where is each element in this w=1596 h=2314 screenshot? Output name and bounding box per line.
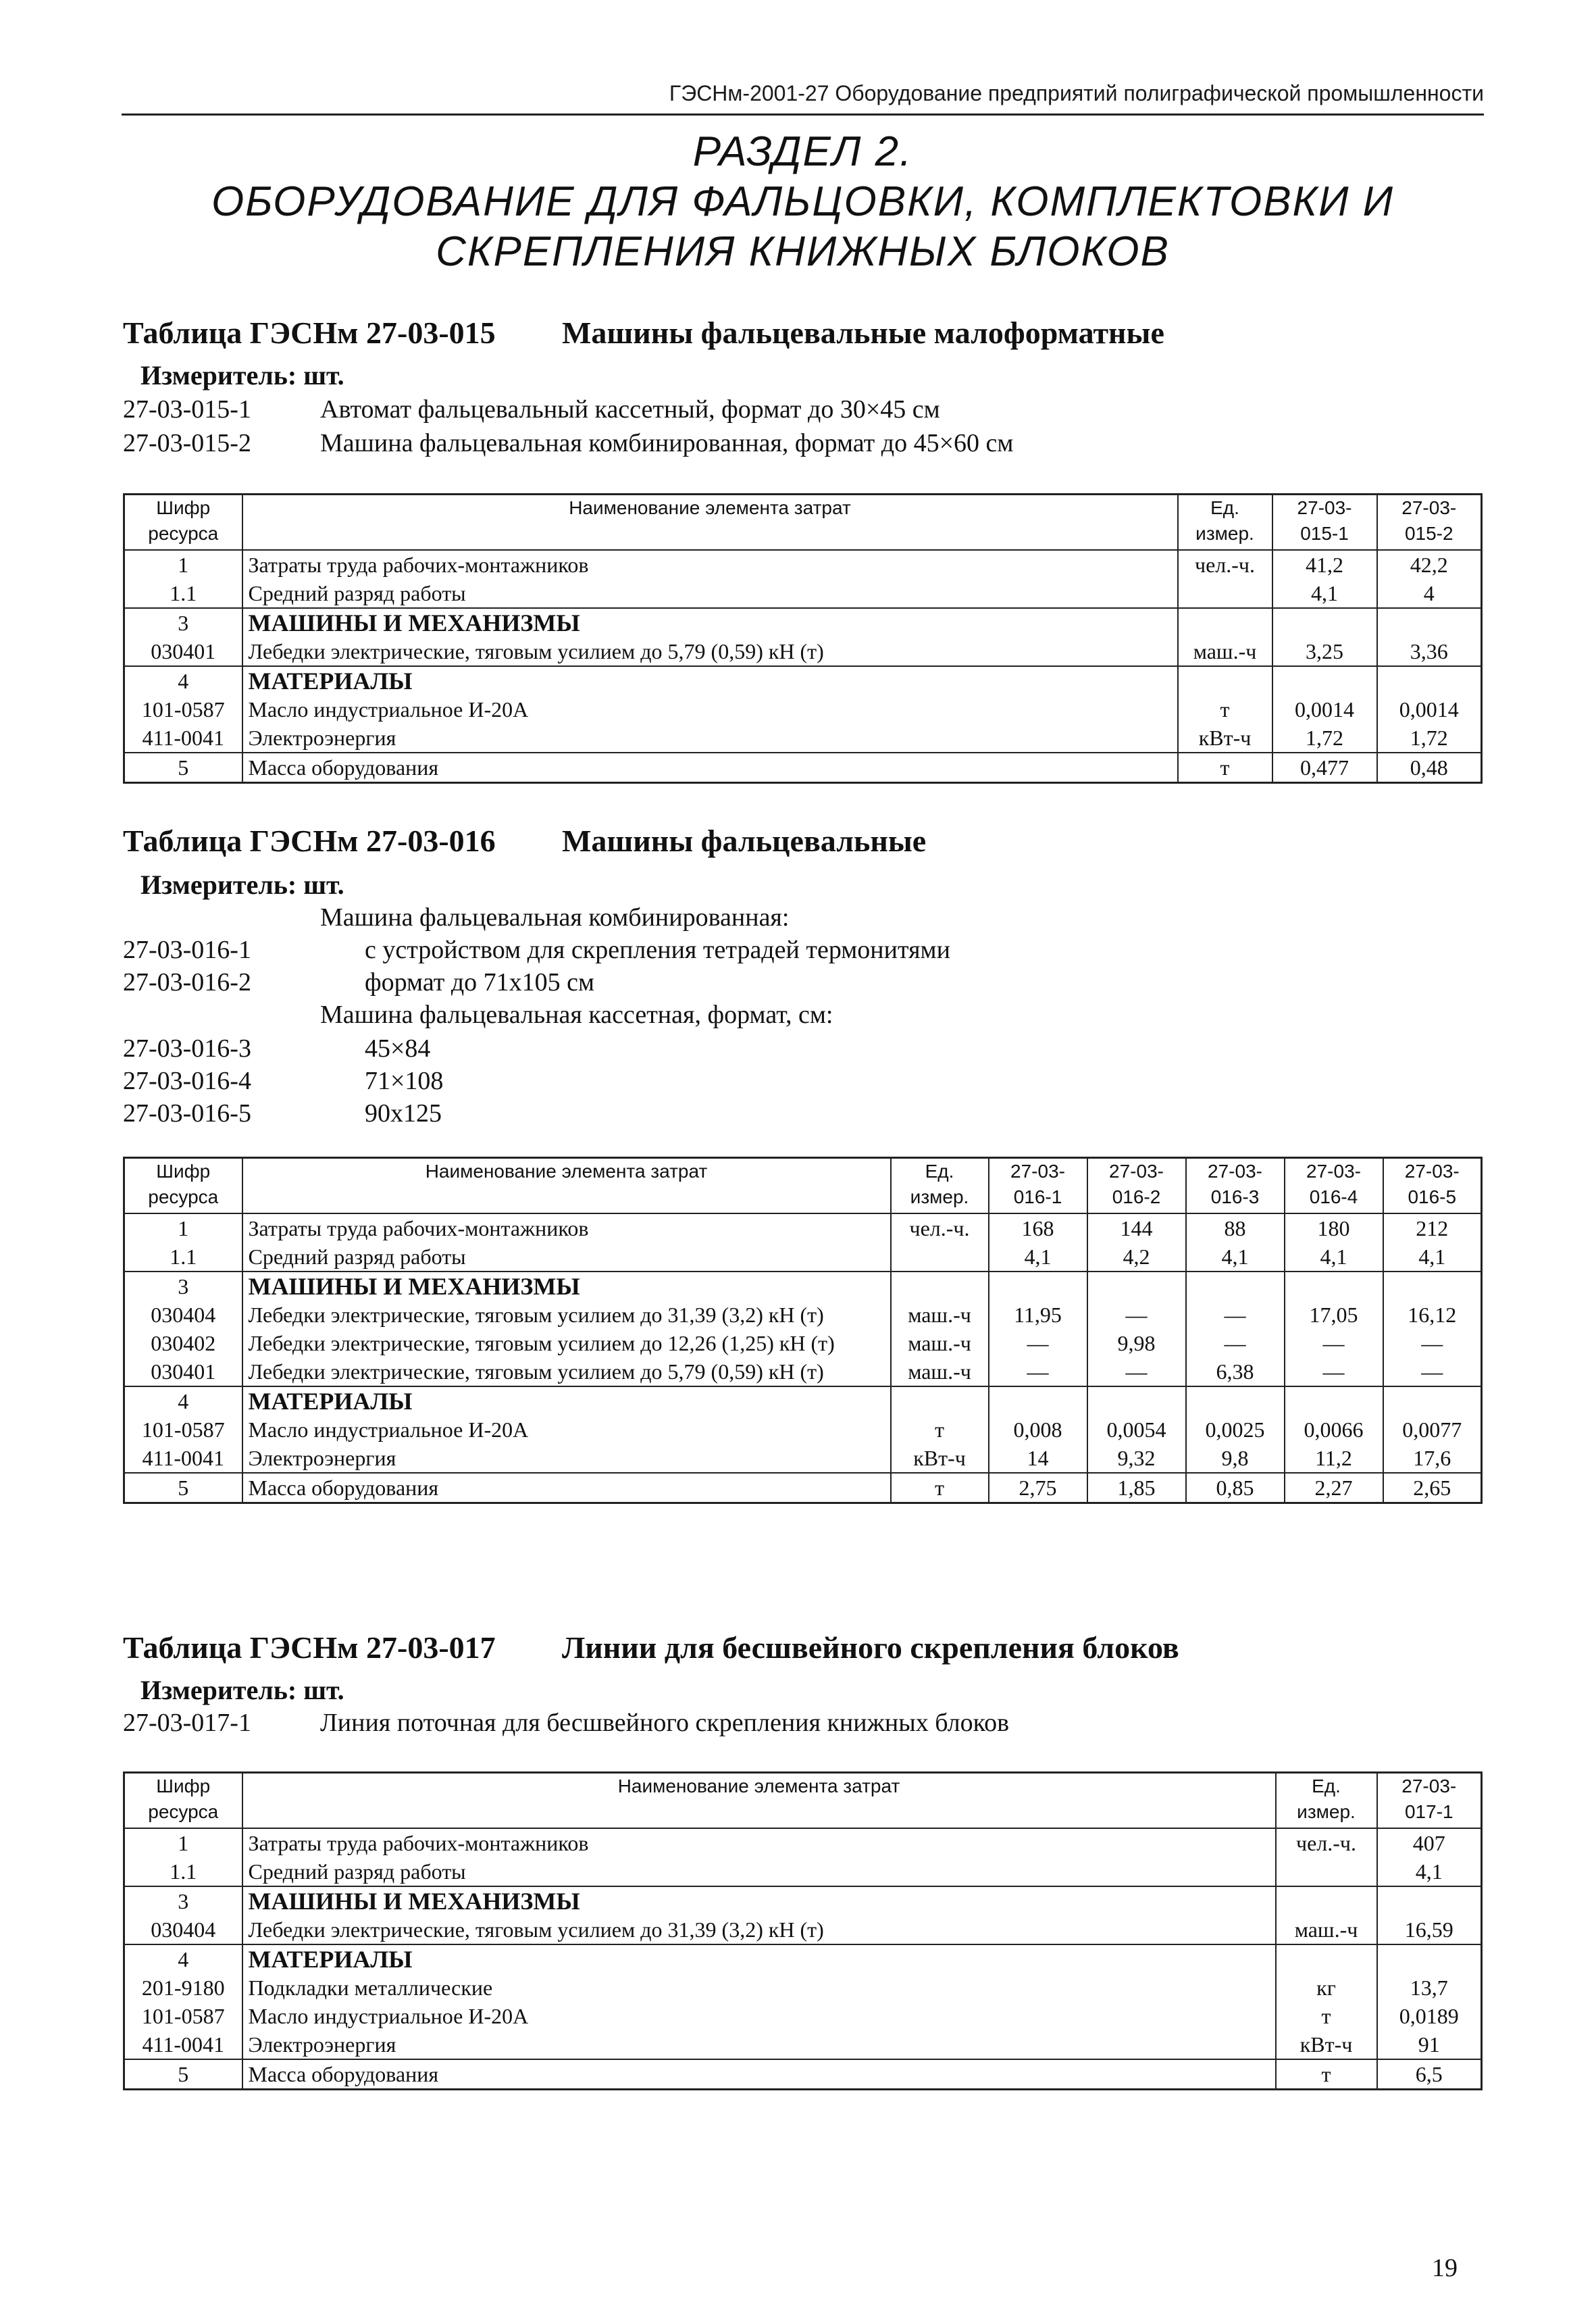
row-value: 13,7	[1377, 1973, 1482, 2002]
row-value	[1285, 1272, 1383, 1301]
row-value: 4,2	[1087, 1242, 1186, 1272]
table-row	[124, 2002, 1482, 2030]
row-name: МАШИНЫ И МЕХАНИЗМЫ	[242, 1272, 891, 1301]
row-name: Средний разряд работы	[242, 1857, 1276, 1886]
row-value: —	[989, 1357, 1087, 1386]
row-value	[1285, 1386, 1383, 1415]
row-value: —	[1383, 1357, 1482, 1386]
table-016-item	[123, 1034, 430, 1063]
row-value: 16,12	[1383, 1301, 1482, 1329]
row-code: 1	[124, 1828, 242, 1857]
row-value	[1377, 1886, 1482, 1915]
item-code: 27-03-016-5	[123, 1099, 251, 1128]
table-016-code: Таблица ГЭСНм 27-03-016	[123, 824, 496, 858]
row-code: 5	[124, 1473, 242, 1503]
table-016-item	[123, 1066, 443, 1096]
table-016-heading	[123, 823, 926, 859]
table-row	[124, 1415, 1482, 1444]
header-unit: Ед. измер.	[1276, 1773, 1377, 1829]
item-code: 27-03-016-2	[123, 968, 251, 997]
row-unit	[891, 1272, 989, 1301]
table-row	[124, 1973, 1482, 2002]
table-015-code: Таблица ГЭСНм 27-03-015	[123, 316, 496, 350]
row-value: 0,0014	[1377, 695, 1482, 724]
row-value: 0,008	[989, 1415, 1087, 1444]
table-017	[123, 1771, 1483, 2090]
row-unit: т	[1178, 695, 1272, 724]
row-code: 030401	[124, 637, 242, 666]
row-unit	[1276, 1857, 1377, 1886]
table-015-item	[123, 428, 1013, 458]
row-value: —	[1285, 1329, 1383, 1357]
row-value: 0,0054	[1087, 1415, 1186, 1444]
header-name: Наименование элемента затрат	[242, 495, 1178, 551]
row-value: 2,75	[989, 1473, 1087, 1503]
header-col: 27-03- 017-1	[1377, 1773, 1482, 1829]
table-row	[124, 2030, 1482, 2059]
section-title-line-3: СКРЕПЛЕНИЯ КНИЖНЫХ БЛОКОВ	[436, 228, 1170, 275]
item-text: Машина фальцевальная комбинированная, формат до 45×60 см	[320, 429, 1014, 457]
row-unit	[1178, 579, 1272, 608]
row-name: Затраты труда рабочих-монтажников	[242, 1828, 1276, 1857]
table-row	[124, 637, 1482, 666]
row-code: 030402	[124, 1329, 242, 1357]
row-code: 1.1	[124, 579, 242, 608]
row-name: Масса оборудования	[242, 2059, 1276, 2090]
header-col: 27-03- 016-5	[1383, 1158, 1482, 1214]
row-code: 411-0041	[124, 1444, 242, 1473]
table-015	[123, 493, 1483, 784]
row-value: 407	[1377, 1828, 1482, 1857]
row-unit	[1276, 1944, 1377, 1973]
row-name: Лебедки электрические, тяговым усилием до 5,79 (0,59) кН (т)	[242, 1357, 891, 1386]
row-name: Масса оборудования	[242, 1473, 891, 1503]
row-unit	[891, 1386, 989, 1415]
table-016-measure: Измеритель: шт.	[140, 870, 344, 900]
row-unit: т	[1276, 2002, 1377, 2030]
row-unit	[1276, 1886, 1377, 1915]
table-row	[124, 550, 1482, 579]
table-row	[124, 1272, 1482, 1301]
row-value	[1377, 608, 1482, 637]
item-code: 27-03-016-4	[123, 1067, 251, 1095]
page-number: 19	[1432, 2254, 1458, 2282]
table-row	[124, 1242, 1482, 1272]
table-row	[124, 1886, 1482, 1915]
row-value: 88	[1186, 1213, 1285, 1242]
row-code: 3	[124, 1886, 242, 1915]
row-value: 0,0077	[1383, 1415, 1482, 1444]
row-name: Масло индустриальное И-20А	[242, 2002, 1276, 2030]
row-value	[1087, 1272, 1186, 1301]
row-value: 6,38	[1186, 1357, 1285, 1386]
row-value: 168	[989, 1213, 1087, 1242]
header-name: Наименование элемента затрат	[242, 1773, 1276, 1829]
row-code: 201-9180	[124, 1973, 242, 2002]
row-code: 030404	[124, 1301, 242, 1329]
item-text: Линия поточная для бесшвейного скрепления книжных блоков	[320, 1709, 1010, 1737]
row-unit: т	[891, 1415, 989, 1444]
row-unit: т	[891, 1473, 989, 1503]
table-015-title: Машины фальцевальные малоформатные	[562, 316, 1164, 350]
row-code: 030404	[124, 1915, 242, 1944]
row-value: 0,85	[1186, 1473, 1285, 1503]
row-value	[1377, 666, 1482, 695]
item-code: 27-03-015-1	[123, 395, 251, 424]
row-value: 0,0189	[1377, 2002, 1482, 2030]
row-value	[989, 1272, 1087, 1301]
row-value: 6,5	[1377, 2059, 1482, 2090]
row-name: Масло индустриальное И-20А	[242, 1415, 891, 1444]
row-code: 3	[124, 1272, 242, 1301]
item-text: с устройством для скрепления тетрадей термонитями	[365, 936, 950, 964]
row-value	[989, 1386, 1087, 1415]
row-name: МАТЕРИАЛЫ	[242, 1386, 891, 1415]
row-value: —	[1285, 1357, 1383, 1386]
row-code: 5	[124, 2059, 242, 2090]
row-value: 4,1	[1285, 1242, 1383, 1272]
row-unit: чел.-ч.	[1276, 1828, 1377, 1857]
row-value: 16,59	[1377, 1915, 1482, 1944]
row-value: 0,477	[1272, 753, 1377, 783]
row-value: 4,1	[1377, 1857, 1482, 1886]
row-value: 9,98	[1087, 1329, 1186, 1357]
row-unit: чел.-ч.	[891, 1213, 989, 1242]
row-code: 1	[124, 1213, 242, 1242]
item-code: 27-03-016-1	[123, 936, 251, 964]
row-unit: маш.-ч	[891, 1301, 989, 1329]
row-unit: кВт-ч	[1178, 724, 1272, 753]
row-value: —	[1383, 1329, 1482, 1357]
header-col: 27-03- 016-2	[1087, 1158, 1186, 1214]
row-name: Средний разряд работы	[242, 579, 1178, 608]
row-name: Лебедки электрические, тяговым усилием до 31,39 (3,2) кН (т)	[242, 1915, 1276, 1944]
row-code: 030401	[124, 1357, 242, 1386]
row-value: 0,0014	[1272, 695, 1377, 724]
table-row	[124, 1357, 1482, 1386]
row-value: 180	[1285, 1213, 1383, 1242]
header-col: 27-03- 016-1	[989, 1158, 1087, 1214]
row-name: МАШИНЫ И МЕХАНИЗМЫ	[242, 608, 1178, 637]
item-code: 27-03-016-3	[123, 1034, 251, 1063]
table-017-code: Таблица ГЭСНм 27-03-017	[123, 1630, 496, 1665]
row-value: —	[989, 1329, 1087, 1357]
table-row	[124, 1857, 1482, 1886]
row-value: 1,85	[1087, 1473, 1186, 1503]
row-value: 4,1	[989, 1242, 1087, 1272]
row-value	[1377, 1944, 1482, 1973]
row-value: 144	[1087, 1213, 1186, 1242]
row-unit: кВт-ч	[891, 1444, 989, 1473]
row-name: Затраты труда рабочих-монтажников	[242, 1213, 891, 1242]
header-code: Шифр ресурса	[124, 1158, 242, 1214]
table-header-row	[124, 1773, 1482, 1829]
row-name: Лебедки электрические, тяговым усилием до 12,26 (1,25) кН (т)	[242, 1329, 891, 1357]
row-value: 1,72	[1272, 724, 1377, 753]
row-name: Средний разряд работы	[242, 1242, 891, 1272]
item-code: 27-03-017-1	[123, 1709, 251, 1737]
table-row	[124, 1828, 1482, 1857]
row-value: 4,1	[1272, 579, 1377, 608]
header-col: 27-03- 015-1	[1272, 495, 1377, 551]
row-code: 3	[124, 608, 242, 637]
table-016-title: Машины фальцевальные	[562, 824, 927, 858]
table-016-item	[123, 935, 950, 965]
row-value: 11,2	[1285, 1444, 1383, 1473]
header-code: Шифр ресурса	[124, 1773, 242, 1829]
row-value: 0,0025	[1186, 1415, 1285, 1444]
row-code: 5	[124, 753, 242, 783]
row-value	[1383, 1386, 1482, 1415]
row-code: 1.1	[124, 1242, 242, 1272]
table-row	[124, 1301, 1482, 1329]
header-unit: Ед. измер.	[1178, 495, 1272, 551]
row-value: 41,2	[1272, 550, 1377, 579]
row-name: МАШИНЫ И МЕХАНИЗМЫ	[242, 1886, 1276, 1915]
table-016-group-label	[123, 1000, 833, 1030]
row-name: Подкладки металлические	[242, 1973, 1276, 2002]
row-code: 411-0041	[124, 724, 242, 753]
row-name: Масса оборудования	[242, 753, 1178, 783]
row-value: 0,48	[1377, 753, 1482, 783]
table-017-measure: Измеритель: шт.	[140, 1675, 344, 1705]
row-unit: т	[1276, 2059, 1377, 2090]
row-value: 1,72	[1377, 724, 1482, 753]
row-code: 4	[124, 1944, 242, 1973]
section-title	[122, 127, 1484, 277]
row-code: 1	[124, 550, 242, 579]
row-name: МАТЕРИАЛЫ	[242, 666, 1178, 695]
row-name: Электроэнергия	[242, 1444, 891, 1473]
row-name: Лебедки электрические, тяговым усилием до 31,39 (3,2) кН (т)	[242, 1301, 891, 1329]
item-code: 27-03-015-2	[123, 429, 251, 457]
row-value: 4	[1377, 579, 1482, 608]
row-code: 1.1	[124, 1857, 242, 1886]
table-row	[124, 1915, 1482, 1944]
row-value: 9,8	[1186, 1444, 1285, 1473]
table-016	[123, 1157, 1483, 1504]
row-unit: кг	[1276, 1973, 1377, 2002]
row-unit: т	[1178, 753, 1272, 783]
row-name: Электроэнергия	[242, 2030, 1276, 2059]
item-text: формат до 71х105 см	[365, 968, 595, 997]
table-row	[124, 753, 1482, 783]
table-row	[124, 1329, 1482, 1357]
row-unit: кВт-ч	[1276, 2030, 1377, 2059]
row-value: 212	[1383, 1213, 1482, 1242]
row-value: 2,27	[1285, 1473, 1383, 1503]
row-code: 4	[124, 1386, 242, 1415]
item-text: 90х125	[365, 1099, 442, 1128]
row-value: 9,32	[1087, 1444, 1186, 1473]
section-title-line-2: ОБОРУДОВАНИЕ ДЛЯ ФАЛЬЦОВКИ, КОМПЛЕКТОВКИ И	[211, 178, 1395, 225]
header-unit: Ед. измер.	[891, 1158, 989, 1214]
table-row	[124, 1386, 1482, 1415]
row-unit: маш.-ч	[1178, 637, 1272, 666]
row-value	[1272, 666, 1377, 695]
row-value: 4,1	[1383, 1242, 1482, 1272]
row-value: 11,95	[989, 1301, 1087, 1329]
row-value	[1087, 1386, 1186, 1415]
row-value: 91	[1377, 2030, 1482, 2059]
row-value: —	[1087, 1301, 1186, 1329]
item-text: 45×84	[365, 1034, 431, 1063]
row-value	[1383, 1272, 1482, 1301]
header-code: Шифр ресурса	[124, 495, 242, 551]
row-unit: чел.-ч.	[1178, 550, 1272, 579]
table-header-row	[124, 1158, 1482, 1214]
header-col: 27-03- 016-3	[1186, 1158, 1285, 1214]
row-value: —	[1186, 1329, 1285, 1357]
row-code: 101-0587	[124, 695, 242, 724]
row-value	[1186, 1386, 1285, 1415]
row-name: Лебедки электрические, тяговым усилием до 5,79 (0,59) кН (т)	[242, 637, 1178, 666]
row-code: 101-0587	[124, 1415, 242, 1444]
table-017-title: Линии для бесшвейного скрепления блоков	[562, 1630, 1179, 1665]
row-value: 0,0066	[1285, 1415, 1383, 1444]
table-016-item	[123, 967, 594, 997]
row-unit: маш.-ч	[891, 1329, 989, 1357]
row-name: Затраты труда рабочих-монтажников	[242, 550, 1178, 579]
table-015-heading	[123, 315, 1164, 351]
running-header: ГЭСНм-2001-27 Оборудование предприятий полиграфической промышленности	[669, 81, 1484, 105]
table-016-item	[123, 1099, 442, 1128]
header-name: Наименование элемента затрат	[242, 1158, 891, 1214]
row-value	[1272, 608, 1377, 637]
row-unit	[1178, 666, 1272, 695]
table-row	[124, 695, 1482, 724]
row-unit: маш.-ч	[891, 1357, 989, 1386]
row-value: 17,6	[1383, 1444, 1482, 1473]
table-row	[124, 724, 1482, 753]
table-row	[124, 579, 1482, 608]
row-value: —	[1087, 1357, 1186, 1386]
row-unit: маш.-ч	[1276, 1915, 1377, 1944]
row-value: —	[1186, 1301, 1285, 1329]
table-row	[124, 1213, 1482, 1242]
row-name: Масло индустриальное И-20А	[242, 695, 1178, 724]
row-value: 14	[989, 1444, 1087, 1473]
table-row	[124, 1444, 1482, 1473]
table-row	[124, 1944, 1482, 1973]
item-text: 71×108	[365, 1067, 444, 1095]
row-value: 2,65	[1383, 1473, 1482, 1503]
row-unit	[1178, 608, 1272, 637]
group-text: Машина фальцевальная комбинированная:	[320, 903, 790, 932]
table-015-item	[123, 395, 940, 424]
table-017-heading	[123, 1630, 1179, 1665]
header-col: 27-03- 015-2	[1377, 495, 1482, 551]
table-017-item	[123, 1708, 1009, 1738]
row-value: 3,25	[1272, 637, 1377, 666]
table-016-group-label	[123, 903, 789, 932]
table-row	[124, 2059, 1482, 2090]
row-value: 4,1	[1186, 1242, 1285, 1272]
table-header-row	[124, 495, 1482, 551]
header-rule	[122, 114, 1484, 116]
row-value: 3,36	[1377, 637, 1482, 666]
row-code: 4	[124, 666, 242, 695]
header-col: 27-03- 016-4	[1285, 1158, 1383, 1214]
row-name: МАТЕРИАЛЫ	[242, 1944, 1276, 1973]
table-row	[124, 608, 1482, 637]
row-value: 42,2	[1377, 550, 1482, 579]
row-unit	[891, 1242, 989, 1272]
row-value	[1186, 1272, 1285, 1301]
table-row	[124, 666, 1482, 695]
section-title-line-1: РАЗДЕЛ 2.	[692, 128, 913, 175]
row-name: Электроэнергия	[242, 724, 1178, 753]
row-code: 411-0041	[124, 2030, 242, 2059]
table-015-measure: Измеритель: шт.	[140, 360, 344, 391]
table-row	[124, 1473, 1482, 1503]
group-text: Машина фальцевальная кассетная, формат, см:	[320, 1001, 833, 1029]
item-text: Автомат фальцевальный кассетный, формат до 30×45 см	[320, 395, 940, 424]
row-code: 101-0587	[124, 2002, 242, 2030]
row-value: 17,05	[1285, 1301, 1383, 1329]
